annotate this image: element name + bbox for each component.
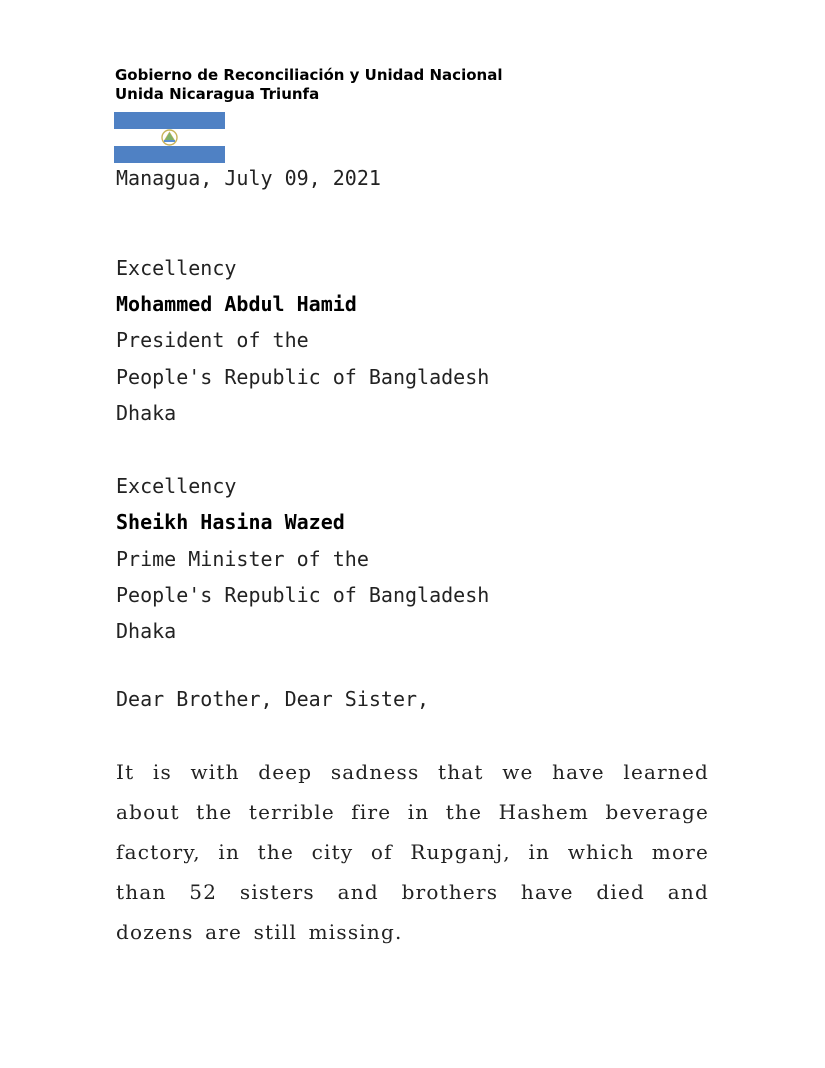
recipient2-city: Dhaka [116, 619, 177, 643]
recipient2-country: People's Republic of Bangladesh [116, 583, 490, 607]
recipient2-salutation: Excellency [116, 474, 237, 498]
letterhead [115, 66, 502, 104]
greeting: Dear Brother, Dear Sister, [116, 687, 430, 711]
letterhead-line-1: Gobierno de Reconciliación y Unidad Nacional [115, 66, 503, 84]
body-paragraph: It is with deep sadness that we have learned about the terrible fire in the Hashem beverage factory, in the city of Rupganj, in which more than 52 sisters and brothers have died and dozens are still missing. [116, 760, 709, 944]
recipient1-country: People's Republic of Bangladesh [116, 365, 490, 389]
letterhead-line-2: Unida Nicaragua Triunfa [115, 85, 320, 103]
recipient1-title: President of the [116, 328, 309, 352]
nicaragua-flag-icon [114, 112, 225, 163]
recipient2-title: Prime Minister of the [116, 547, 369, 571]
recipient1-city: Dhaka [116, 401, 177, 425]
recipient2-name: Sheikh Hasina Wazed [116, 510, 345, 534]
date-line: Managua, July 09, 2021 [116, 166, 381, 190]
recipient1-salutation: Excellency [116, 256, 237, 280]
recipient1-name: Mohammed Abdul Hamid [116, 292, 357, 316]
